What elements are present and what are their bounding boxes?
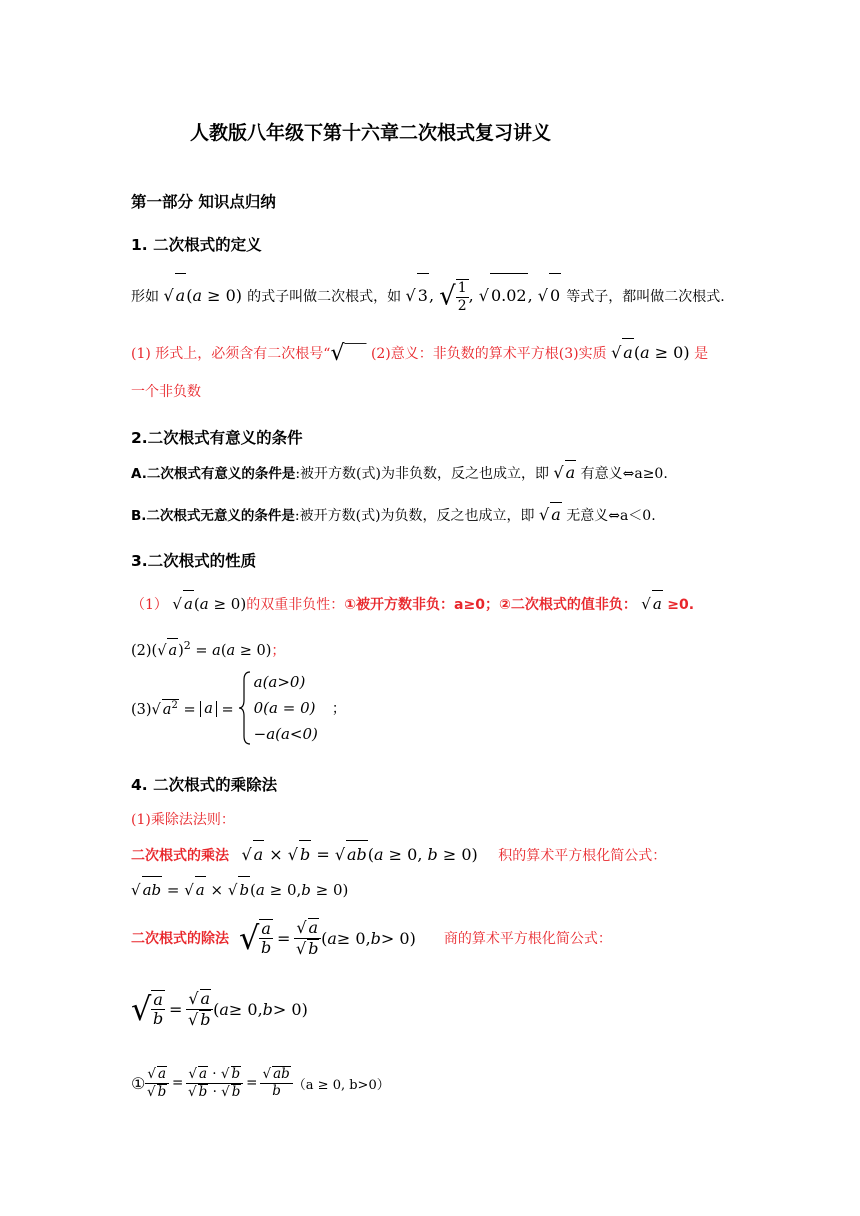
definition-note-line-2: 一个非负数 bbox=[131, 384, 201, 400]
property-1-prefix: （1） bbox=[131, 597, 168, 613]
page-title: 人教版八年级下第十六章二次根式复习讲义 bbox=[190, 122, 552, 144]
circle-one-marker: ① bbox=[131, 1073, 146, 1093]
condition-a bbox=[131, 460, 668, 486]
condition-a-text: :被开方数(式)为非负数，反之也成立，即 bbox=[295, 466, 549, 482]
condition-b bbox=[131, 502, 656, 528]
property-3-tail: ； bbox=[331, 701, 346, 717]
definition-suffix: 等式子，都叫做二次根式. bbox=[566, 289, 725, 305]
condition-b-label: B.二次根式无意义的条件是 bbox=[131, 508, 295, 524]
note-meaning: (2)意义：非负数的算术平方根(3)实质 bbox=[370, 346, 607, 362]
definition-expr: √ a(a ≥ 0) bbox=[163, 286, 247, 305]
property-1-end: ≥0. bbox=[667, 597, 695, 613]
multiplication-expr: √ a × √ b = √ ab(a ≥ 0, b ≥ 0) bbox=[241, 845, 477, 864]
radical-sign-icon: √‾‾ bbox=[330, 341, 367, 366]
condition-a-end: 有意义⇔a≥0. bbox=[580, 466, 668, 482]
definition-examples: √ 3, √ $\frac{1}{2}$ , √ 0.02, √ 0 bbox=[406, 286, 567, 305]
note-form: (1) 形式上，必须含有二次根号“ bbox=[131, 346, 331, 362]
condition-b-end: 无意义⇔a＜0. bbox=[566, 508, 656, 524]
case-negative: −a(a<0) bbox=[253, 725, 318, 743]
multiplication-label: 二次根式的乘法 bbox=[131, 848, 229, 864]
property-2 bbox=[131, 634, 285, 663]
condition-b-text: :被开方数(式)为负数，反之也成立，即 bbox=[294, 508, 535, 524]
case-zero: 0(a = 0) bbox=[253, 699, 316, 717]
note-is: 是 bbox=[694, 346, 709, 362]
division-simplify-expr: √ $\frac{a}{b}$ = $\frac{√ a}{√ b}$ ( a ≥ 0, b > 0) bbox=[131, 989, 308, 1029]
division-simplify bbox=[131, 980, 308, 1038]
property-2-expr: (2)(√ a)$^2$ = a(a ≥ 0) bbox=[131, 643, 271, 659]
property-1-text: 的双重非负性： bbox=[246, 597, 345, 613]
section-2-heading: 2.二次根式有意义的条件 bbox=[131, 429, 303, 447]
division-label: 二次根式的除法 bbox=[131, 931, 229, 947]
section-1-heading: 1. 二次根式的定义 bbox=[131, 236, 262, 254]
part-heading: 第一部分 知识点归纳 bbox=[131, 193, 276, 211]
rationalize-condition: （a ≥ 0, b>0） bbox=[292, 1077, 390, 1093]
condition-b-expr: √ a bbox=[539, 505, 562, 524]
property-1-expr: √ a(a ≥ 0) bbox=[172, 595, 246, 613]
property-2-tail: ； bbox=[271, 642, 286, 659]
rationalize-formula bbox=[131, 1058, 390, 1108]
section-4-heading: 4. 二次根式的乘除法 bbox=[131, 776, 278, 794]
rationalize-expr: $\frac{√ a}{√ b}$ = $\frac{√ a \cdot √ b}{√ b \cdot √ b}$ = $\frac{√ ab}{b}$ bbox=[145, 1066, 292, 1100]
rule-label: (1)乘除法法则： bbox=[131, 812, 235, 828]
division-note: 商的算术平方根化简公式： bbox=[443, 931, 612, 947]
multiplication-note: 积的算术平方根化简公式： bbox=[498, 848, 667, 864]
multiplication-simplify bbox=[131, 876, 348, 904]
property-1-value-expr: √ a bbox=[641, 595, 663, 613]
property-1-bold: ①被开方数非负：a≥0；②二次根式的值非负： bbox=[344, 597, 637, 613]
condition-a-expr: √ a bbox=[553, 463, 576, 482]
condition-a-label: A.二次根式有意义的条件是 bbox=[131, 466, 296, 482]
property-3-lhs: (3)√ $a^2 = a$ = bbox=[131, 699, 234, 718]
definition-prefix: 形如 bbox=[131, 289, 159, 305]
multiplication-simplify-expr: √ ab = √ a × √ b(a ≥ 0,b ≥ 0) bbox=[131, 881, 348, 899]
definition-note-line-1 bbox=[131, 338, 708, 368]
case-positive: a(a>0) bbox=[253, 673, 306, 691]
section-3-heading: 3.二次根式的性质 bbox=[131, 552, 257, 570]
property-1 bbox=[131, 590, 694, 618]
property-3-cases bbox=[254, 669, 318, 747]
note-essence-expr: √ a(a ≥ 0) bbox=[611, 343, 690, 362]
property-3 bbox=[131, 668, 346, 748]
division-rule bbox=[131, 912, 612, 964]
definition-line bbox=[131, 273, 725, 317]
multiplication-rule bbox=[131, 840, 666, 870]
left-brace-icon bbox=[238, 670, 252, 746]
division-expr: √ $\frac{a}{b}$ = $\frac{√ a}{√ b}$ ( a ≥ 0, b > 0) bbox=[239, 918, 416, 958]
definition-middle: 的式子叫做二次根式，如 bbox=[247, 289, 402, 305]
